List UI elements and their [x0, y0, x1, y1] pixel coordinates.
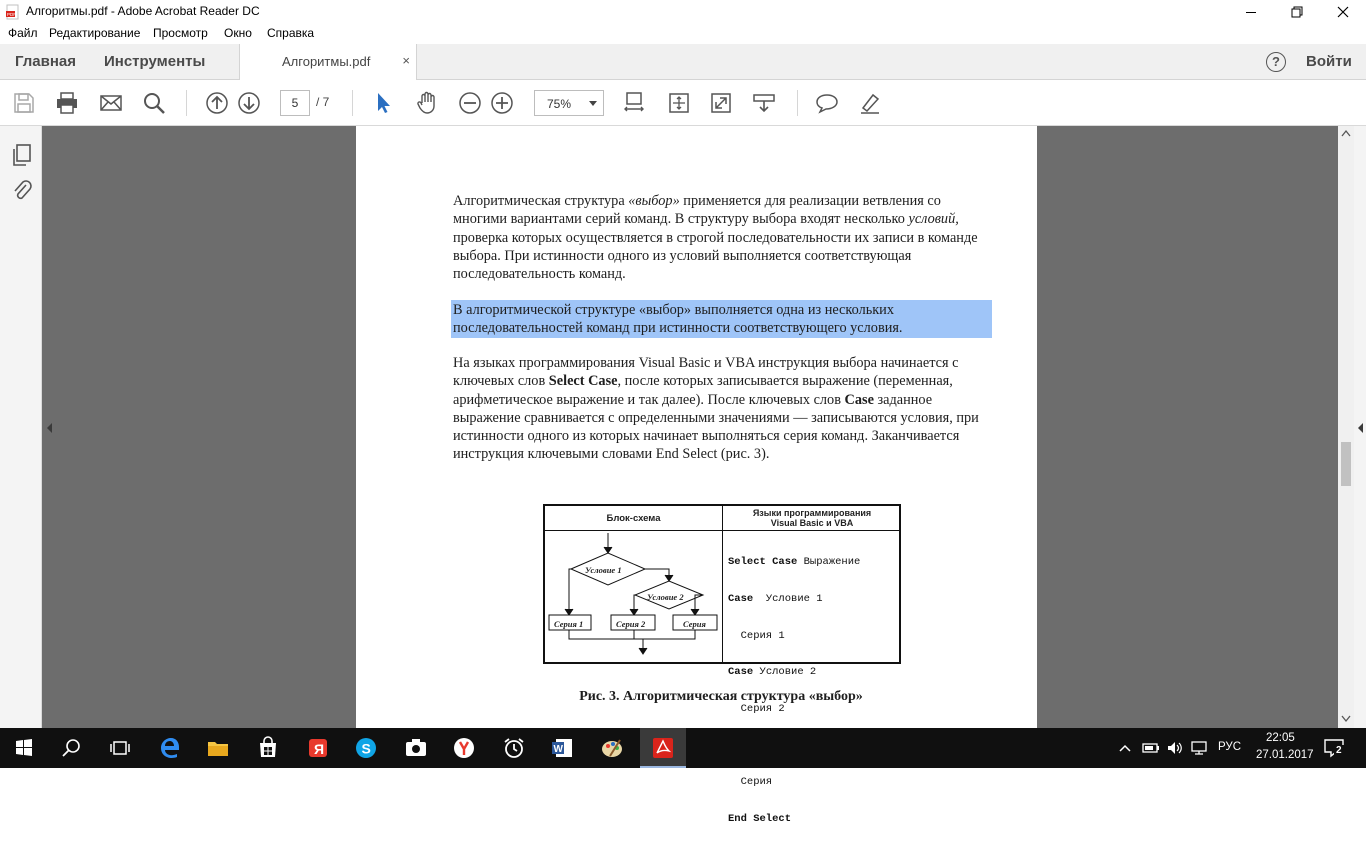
svg-text:S: S [361, 740, 371, 757]
document-tab-close-button[interactable]: × [402, 53, 410, 68]
previous-page-icon[interactable] [205, 91, 229, 115]
maximize-button[interactable] [1274, 0, 1320, 24]
toolbar [0, 80, 1366, 126]
zoom-in-icon[interactable] [490, 91, 514, 115]
zoom-out-icon[interactable] [458, 91, 482, 115]
windows-start-icon[interactable] [12, 736, 36, 760]
figure-caption: Рис. 3. Алгоритмическая структура «выбор» [579, 689, 863, 704]
collapse-left-panel-icon[interactable] [44, 420, 56, 436]
flowchart-series-2: Серия 2 [616, 619, 646, 629]
flowchart-diagram [545, 531, 722, 662]
document-tab-label: Алгоритмы.pdf [282, 54, 371, 69]
clock-date[interactable]: 27.01.2017 [1256, 749, 1314, 761]
restore-icon [1291, 6, 1303, 18]
acrobat-reader-icon [651, 736, 675, 760]
scroll-mode-icon[interactable] [752, 91, 776, 115]
save-icon[interactable] [12, 91, 36, 115]
acrobat-app-icon [6, 5, 20, 19]
show-hidden-icons-icon[interactable] [1118, 742, 1132, 754]
input-language-indicator[interactable]: РУС [1218, 741, 1242, 753]
toolbar-separator [352, 90, 353, 116]
tab-document[interactable] [239, 44, 417, 80]
store-icon[interactable] [256, 736, 280, 760]
comment-icon[interactable] [815, 91, 839, 115]
pdf-page[interactable] [356, 126, 1037, 825]
scroll-down-icon[interactable] [1342, 714, 1350, 722]
print-icon[interactable] [55, 91, 79, 115]
camera-app-icon[interactable] [404, 736, 428, 760]
next-page-icon[interactable] [237, 91, 261, 115]
flowchart-series-1: Серия 1 [554, 619, 584, 629]
svg-text:Я: Я [314, 741, 325, 757]
flowchart-condition-1: Условие 1 [585, 565, 622, 575]
acrobat-taskbar-button-active[interactable] [640, 728, 686, 768]
yandex-browser-icon[interactable] [306, 736, 330, 760]
svg-text:PDF: PDF [7, 12, 16, 17]
battery-icon[interactable] [1142, 740, 1160, 756]
word-icon[interactable] [550, 736, 574, 760]
menu-view[interactable]: Просмотр [153, 26, 208, 40]
hand-tool-icon[interactable] [415, 91, 439, 115]
fit-width-icon[interactable] [667, 91, 691, 115]
clock-time[interactable]: 22:05 [1266, 732, 1295, 744]
menu-bar [0, 24, 1366, 44]
file-explorer-icon[interactable] [206, 736, 230, 760]
menu-edit[interactable]: Редактирование [49, 26, 141, 40]
code-line: Серия 1 [728, 629, 785, 642]
tab-home[interactable]: Главная [15, 53, 77, 70]
zoom-select[interactable] [534, 90, 604, 116]
left-navigation-panel [0, 126, 42, 728]
close-window-button[interactable] [1320, 0, 1366, 24]
full-screen-icon[interactable] [709, 91, 733, 115]
right-panel-collapsed [1354, 126, 1366, 728]
select-cursor-icon[interactable] [372, 91, 396, 115]
flowchart-series-else: Серия [683, 619, 706, 629]
menu-file[interactable]: Файл [8, 26, 38, 40]
alarm-clock-icon[interactable] [502, 736, 526, 760]
search-icon[interactable] [142, 91, 166, 115]
yandex-app-icon[interactable] [452, 736, 476, 760]
page-number-input[interactable]: 5 [280, 90, 310, 116]
toolbar-separator [186, 90, 187, 116]
pages-thumbnail-icon[interactable] [11, 143, 33, 167]
notification-count: 2 [1336, 745, 1342, 756]
code-line: Серия 2 [728, 702, 785, 715]
figure-header-languages: Языки программирования Visual Basic и VBA [752, 508, 872, 528]
edge-browser-icon[interactable] [158, 736, 182, 760]
help-button[interactable]: ? [1266, 52, 1286, 72]
window-title: Алгоритмы.pdf - Adobe Acrobat Reader DC [26, 4, 260, 18]
paragraph-2-highlighted: В алгоритмической структуре «выбор» выполняется одна из нескольких последовательностей команд при истинности соответствующего условия. [453, 302, 903, 337]
fit-page-icon[interactable] [623, 91, 647, 115]
network-icon[interactable] [1190, 740, 1208, 756]
paragraph-1: Алгоритмическая структура «выбор» применяется для реализации ветвления со многими вариантами серий команд. В структуру выбора входят несколько условий, проверка которых осуществляется в строгой последовательности их записи в команде выбора. При истинности одного из условий выполняется соответствующая последовательность команд. [453, 193, 978, 283]
skype-icon[interactable] [354, 736, 378, 760]
volume-icon[interactable] [1166, 740, 1184, 756]
taskbar [0, 728, 1366, 768]
highlight-pen-icon[interactable] [858, 91, 882, 115]
code-line: Select Case Выражение [728, 556, 861, 569]
paint-icon[interactable] [600, 736, 624, 760]
tab-tools[interactable]: Инструменты [104, 53, 206, 70]
code-line: Серия [728, 776, 773, 789]
title-bar [0, 0, 1366, 24]
action-center-button[interactable] [1322, 737, 1346, 759]
paragraph-3: На языках программирования Visual Basic и VBA инструкция выбора начинается с ключевых слов Select Case, после которых записывается выражение (переменная, арифметическое выражение и так далее). После ключевых слов Case заданное выражение сравнивается с определенными значениями — записываются условия, при истинности одного из которых начинает выполняться серия команд. Заканчивается инструкция ключевыми словами End Select (рис. 3). [453, 355, 979, 463]
figure-header-flowchart: Блок-схема [606, 513, 661, 524]
minimize-icon [1246, 12, 1256, 13]
chevron-down-icon [589, 101, 597, 106]
page-total: / 7 [316, 95, 330, 109]
vertical-scrollbar[interactable] [1338, 126, 1354, 728]
flowchart-condition-2: Условие 2 [647, 592, 684, 602]
svg-text:W: W [553, 744, 563, 755]
code-line: Case Условие 2 [728, 666, 817, 679]
task-view-icon[interactable] [108, 736, 132, 760]
toolbar-separator [797, 90, 798, 116]
close-icon [1337, 6, 1349, 18]
code-line: Case Условие 1 [728, 593, 823, 606]
expand-right-panel-icon[interactable] [1356, 420, 1364, 436]
menu-window[interactable]: Окно [224, 26, 252, 40]
signin-button[interactable]: Войти [1306, 53, 1352, 70]
menu-help[interactable]: Справка [267, 26, 315, 40]
scroll-thumb[interactable] [1341, 442, 1351, 486]
tab-bar [0, 44, 1366, 80]
minimize-button[interactable] [1228, 0, 1274, 24]
scroll-up-icon[interactable] [1342, 130, 1350, 138]
code-line: End Select [728, 812, 792, 825]
email-icon[interactable] [99, 91, 123, 115]
attachment-icon[interactable] [11, 179, 33, 203]
search-icon[interactable] [60, 736, 84, 760]
zoom-value: 75% [547, 97, 572, 111]
